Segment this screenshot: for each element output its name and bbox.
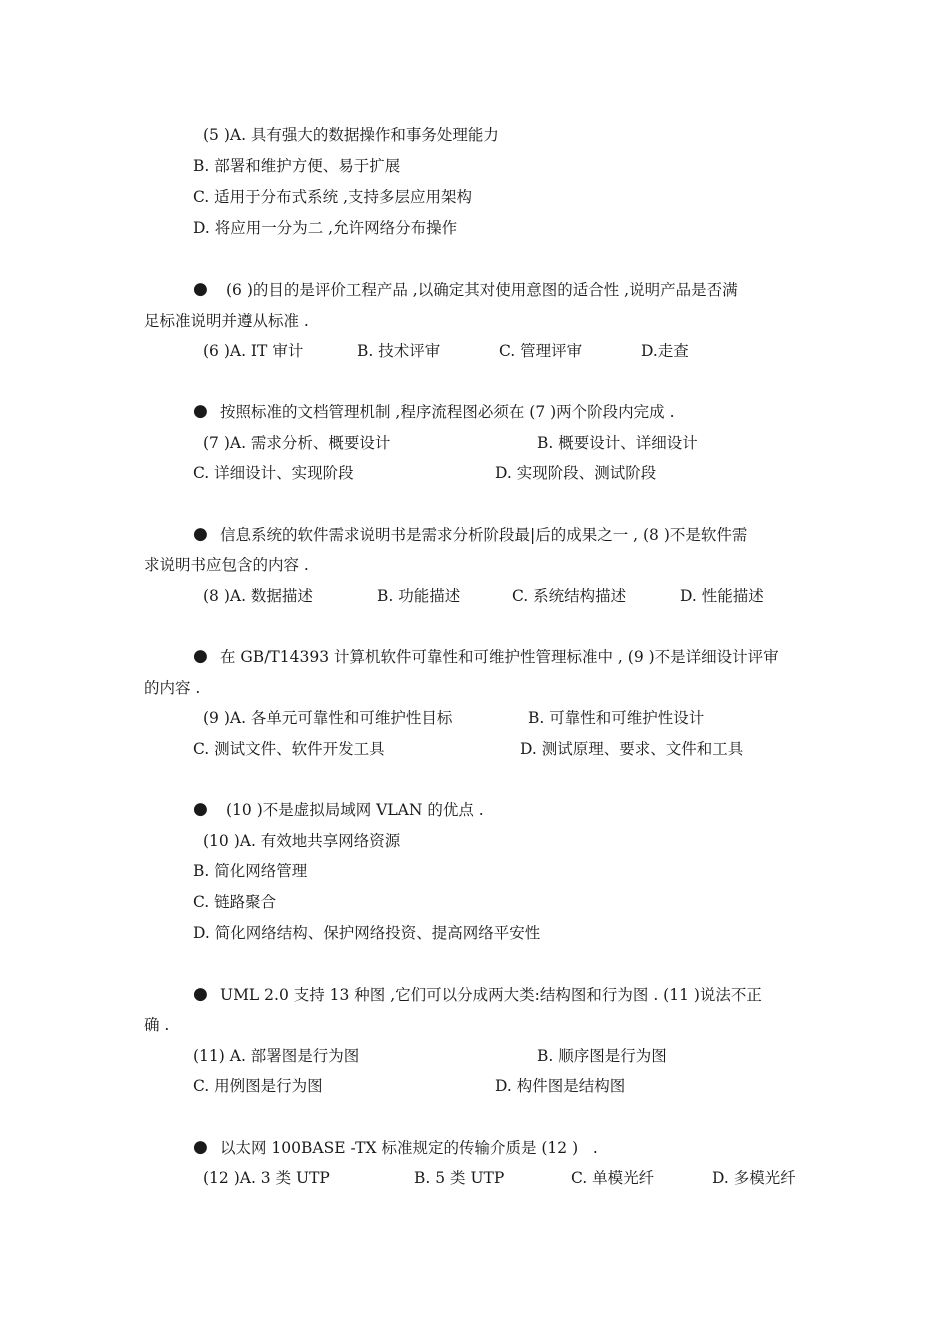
q11-stem-line1: UML 2.0 支持 13 种图 ,它们可以分成两大类:结构图和行为图 . (11 )说法不正 xyxy=(220,986,762,1004)
q6-bullet-icon: ● xyxy=(193,279,208,299)
q8-option-a: (8 )A. 数据描述 xyxy=(203,587,313,605)
q9-option-b: B. 可靠性和可维护性设计 xyxy=(528,709,705,727)
q5-option-d: D. 将应用一分为二 ,允许网络分布操作 xyxy=(193,219,458,237)
q6-stem-line2: 足标准说明并遵从标准 . xyxy=(144,312,309,330)
q6-option-a: (6 )A. IT 审计 xyxy=(203,342,304,360)
q6-option-b: B. 技术评审 xyxy=(357,342,441,360)
q8-option-c: C. 系统结构描述 xyxy=(512,587,627,605)
q6-stem-line1: (6 )的目的是评价工程产品 ,以确定其对使用意图的适合性 ,说明产品是否满 xyxy=(226,281,738,299)
q11-option-a: (11) A. 部署图是行为图 xyxy=(193,1047,360,1065)
q9-stem-line2: 的内容 . xyxy=(144,679,201,697)
q7-option-a: (7 )A. 需求分析、概要设计 xyxy=(203,434,391,452)
q12-option-c: C. 单模光纤 xyxy=(571,1169,655,1187)
q9-bullet-icon: ● xyxy=(193,646,208,666)
q12-bullet-icon: ● xyxy=(193,1137,208,1157)
q10-option-c: C. 链路聚合 xyxy=(193,893,277,911)
q8-bullet-icon: ● xyxy=(193,524,208,544)
q12-option-b: B. 5 类 UTP xyxy=(414,1169,505,1187)
q10-option-d: D. 简化网络结构、保护网络投资、提高网络平安性 xyxy=(193,924,541,942)
q11-option-b: B. 顺序图是行为图 xyxy=(537,1047,667,1065)
q8-option-b: B. 功能描述 xyxy=(377,587,461,605)
q6-option-c: C. 管理评审 xyxy=(499,342,583,360)
q7-stem: 按照标准的文档管理机制 ,程序流程图必须在 (7 )两个阶段内完成 . xyxy=(220,403,675,421)
q5-option-c: C. 适用于分布式系统 ,支持多层应用架构 xyxy=(193,188,473,206)
q8-stem-line1: 信息系统的软件需求说明书是需求分析阶段最|后的成果之一 , (8 )不是软件需 xyxy=(220,526,748,544)
q9-option-a: (9 )A. 各单元可靠性和可维护性目标 xyxy=(203,709,453,727)
q11-stem-line2: 确 . xyxy=(144,1016,170,1034)
q10-stem: (10 )不是虚拟局域网 VLAN 的优点 . xyxy=(226,801,484,819)
q12-option-d: D. 多模光纤 xyxy=(712,1169,796,1187)
q7-bullet-icon: ● xyxy=(193,401,208,421)
q10-option-b: B. 简化网络管理 xyxy=(193,862,308,880)
q12-option-a: (12 )A. 3 类 UTP xyxy=(203,1169,330,1187)
q7-option-c: C. 详细设计、实现阶段 xyxy=(193,464,354,482)
q9-option-d: D. 测试原理、要求、文件和工具 xyxy=(520,740,744,758)
q11-bullet-icon: ● xyxy=(193,984,208,1004)
q10-option-a: (10 )A. 有效地共享网络资源 xyxy=(203,832,401,850)
q9-stem-line1: 在 GB/T14393 计算机软件可靠性和可维护性管理标准中 , (9 )不是详细设计评审 xyxy=(220,648,779,666)
q5-option-a: (5 )A. 具有强大的数据操作和事务处理能力 xyxy=(203,126,499,144)
q6-option-d: D.走查 xyxy=(641,342,689,360)
q7-option-b: B. 概要设计、详细设计 xyxy=(537,434,698,452)
q8-option-d: D. 性能描述 xyxy=(680,587,764,605)
q7-option-d: D. 实现阶段、测试阶段 xyxy=(495,464,657,482)
q5-option-b: B. 部署和维护方便、易于扩展 xyxy=(193,157,401,175)
q11-option-c: C. 用例图是行为图 xyxy=(193,1077,323,1095)
q10-bullet-icon: ● xyxy=(193,799,208,819)
q12-stem: 以太网 100BASE -TX 标准规定的传输介质是 (12 ) . xyxy=(220,1139,598,1157)
q8-stem-line2: 求说明书应包含的内容 . xyxy=(144,556,309,574)
q11-option-d: D. 构件图是结构图 xyxy=(495,1077,626,1095)
q9-option-c: C. 测试文件、软件开发工具 xyxy=(193,740,385,758)
